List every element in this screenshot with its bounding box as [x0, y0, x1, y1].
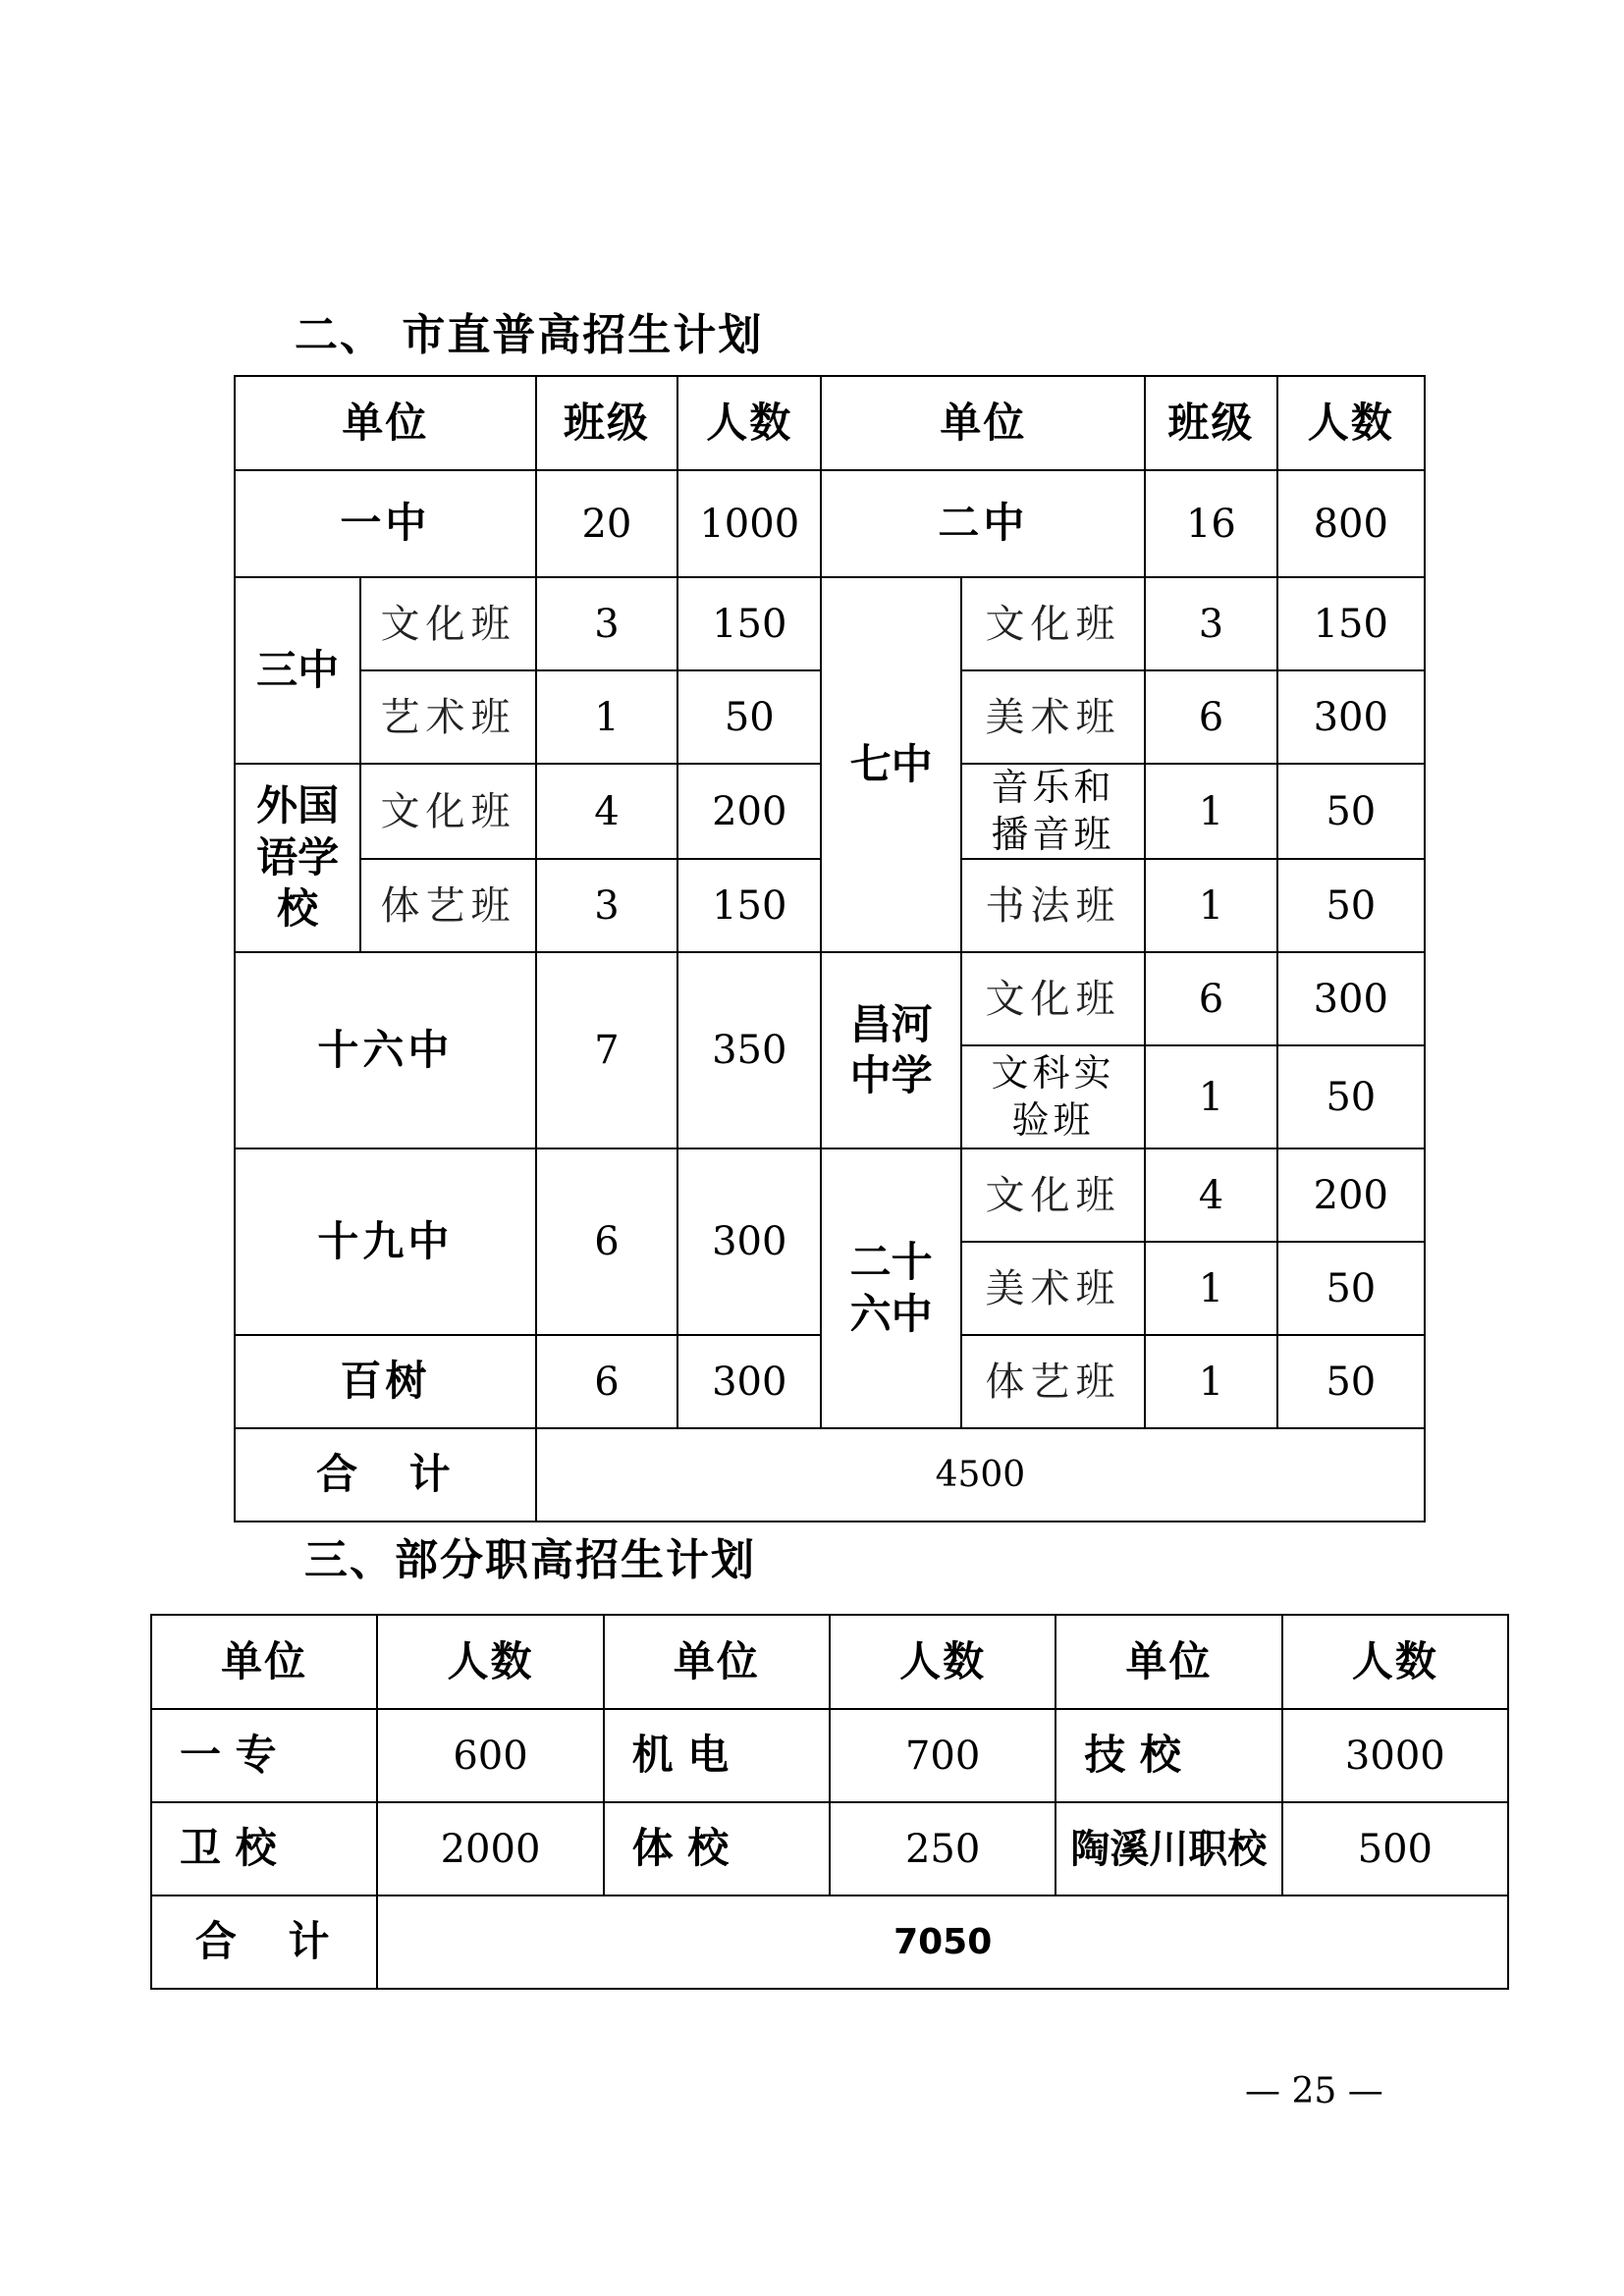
student-count: 50 — [677, 670, 821, 764]
unit-name: 陶溪川职校 — [1056, 1802, 1281, 1896]
class-count: 6 — [1145, 670, 1276, 764]
student-count: 50 — [1277, 859, 1425, 952]
school-name: 昌河中学 — [821, 952, 960, 1148]
school-name: 十六中 — [235, 952, 536, 1148]
high-school-plan-table — [234, 375, 1426, 1522]
page-number: — 25 — — [1245, 2071, 1383, 2111]
vocational-plan-table — [150, 1614, 1509, 1990]
total-row — [151, 1896, 1508, 1989]
class-type: 体艺班 — [360, 859, 535, 952]
header-count: 人数 — [377, 1615, 603, 1709]
header-classes: 班级 — [536, 376, 677, 470]
unit-name: 一 专 — [151, 1709, 377, 1802]
enrollment-count: 700 — [830, 1709, 1056, 1802]
header-count: 人数 — [1282, 1615, 1508, 1709]
class-type: 文化班 — [961, 1148, 1145, 1242]
class-type: 文化班 — [961, 577, 1145, 670]
class-count: 4 — [536, 764, 677, 859]
student-count: 350 — [677, 952, 821, 1148]
section-2-title: 二、 市直普高招生计划 — [295, 310, 764, 360]
header-classes: 班级 — [1145, 376, 1276, 470]
header-unit: 单位 — [151, 1615, 377, 1709]
school-name: 二十六中 — [821, 1148, 960, 1428]
student-count: 300 — [1277, 670, 1425, 764]
class-count: 16 — [1145, 470, 1276, 577]
student-count: 300 — [677, 1335, 821, 1428]
class-count: 20 — [536, 470, 677, 577]
school-name: 二中 — [821, 470, 1145, 577]
school-name: 三中 — [235, 577, 360, 764]
table-row — [235, 577, 1425, 670]
student-count: 50 — [1277, 1045, 1425, 1148]
class-count: 1 — [536, 670, 677, 764]
class-count: 6 — [536, 1148, 677, 1335]
header-unit: 单位 — [1056, 1615, 1281, 1709]
unit-name: 技 校 — [1056, 1709, 1281, 1802]
class-count: 4 — [1145, 1148, 1276, 1242]
unit-name: 机 电 — [604, 1709, 830, 1802]
class-count: 1 — [1145, 1335, 1276, 1428]
enrollment-count: 3000 — [1282, 1709, 1508, 1802]
school-name: 一中 — [235, 470, 536, 577]
student-count: 1000 — [677, 470, 821, 577]
student-count: 800 — [1277, 470, 1425, 577]
student-count: 50 — [1277, 1242, 1425, 1335]
enrollment-count: 2000 — [377, 1802, 603, 1896]
total-row — [235, 1428, 1425, 1522]
header-unit: 单位 — [604, 1615, 830, 1709]
section-3-title: 三、部分职高招生计划 — [304, 1535, 756, 1585]
school-name: 七中 — [821, 577, 960, 952]
class-type: 音乐和播音班 — [961, 764, 1145, 859]
total-label: 合 计 — [235, 1428, 536, 1522]
student-count: 200 — [1277, 1148, 1425, 1242]
class-count: 1 — [1145, 1242, 1276, 1335]
table-header-row — [235, 376, 1425, 470]
student-count: 300 — [1277, 952, 1425, 1045]
unit-name: 卫 校 — [151, 1802, 377, 1896]
class-type: 体艺班 — [961, 1335, 1145, 1428]
table-row — [235, 1148, 1425, 1242]
total-label: 合 计 — [151, 1896, 377, 1989]
enrollment-count: 250 — [830, 1802, 1056, 1896]
class-type: 美术班 — [961, 1242, 1145, 1335]
header-count: 人数 — [830, 1615, 1056, 1709]
class-type: 文科实验班 — [961, 1045, 1145, 1148]
class-type: 艺术班 — [360, 670, 535, 764]
table-row — [151, 1709, 1508, 1802]
enrollment-count: 500 — [1282, 1802, 1508, 1896]
enrollment-count: 600 — [377, 1709, 603, 1802]
student-count: 150 — [1277, 577, 1425, 670]
header-students: 人数 — [677, 376, 821, 470]
student-count: 300 — [677, 1148, 821, 1335]
header-students: 人数 — [1277, 376, 1425, 470]
school-name: 百树 — [235, 1335, 536, 1428]
student-count: 150 — [677, 859, 821, 952]
school-name: 十九中 — [235, 1148, 536, 1335]
student-count: 50 — [1277, 764, 1425, 859]
class-count: 1 — [1145, 764, 1276, 859]
class-count: 1 — [1145, 859, 1276, 952]
student-count: 200 — [677, 764, 821, 859]
class-count: 7 — [536, 952, 677, 1148]
class-count: 3 — [536, 859, 677, 952]
total-value: 4500 — [536, 1428, 1425, 1522]
student-count: 50 — [1277, 1335, 1425, 1428]
class-type: 书法班 — [961, 859, 1145, 952]
class-count: 6 — [536, 1335, 677, 1428]
table-row — [235, 952, 1425, 1045]
school-name: 外国语学校 — [235, 764, 360, 952]
unit-name: 体 校 — [604, 1802, 830, 1896]
class-count: 6 — [1145, 952, 1276, 1045]
student-count: 150 — [677, 577, 821, 670]
table-row — [151, 1802, 1508, 1896]
class-count: 3 — [1145, 577, 1276, 670]
class-count: 1 — [1145, 1045, 1276, 1148]
table-row — [235, 470, 1425, 577]
header-unit: 单位 — [235, 376, 536, 470]
class-type: 文化班 — [360, 577, 535, 670]
class-type: 美术班 — [961, 670, 1145, 764]
total-value: 7050 — [377, 1896, 1508, 1989]
header-unit: 单位 — [821, 376, 1145, 470]
class-type: 文化班 — [360, 764, 535, 859]
class-count: 3 — [536, 577, 677, 670]
table-header-row — [151, 1615, 1508, 1709]
class-type: 文化班 — [961, 952, 1145, 1045]
